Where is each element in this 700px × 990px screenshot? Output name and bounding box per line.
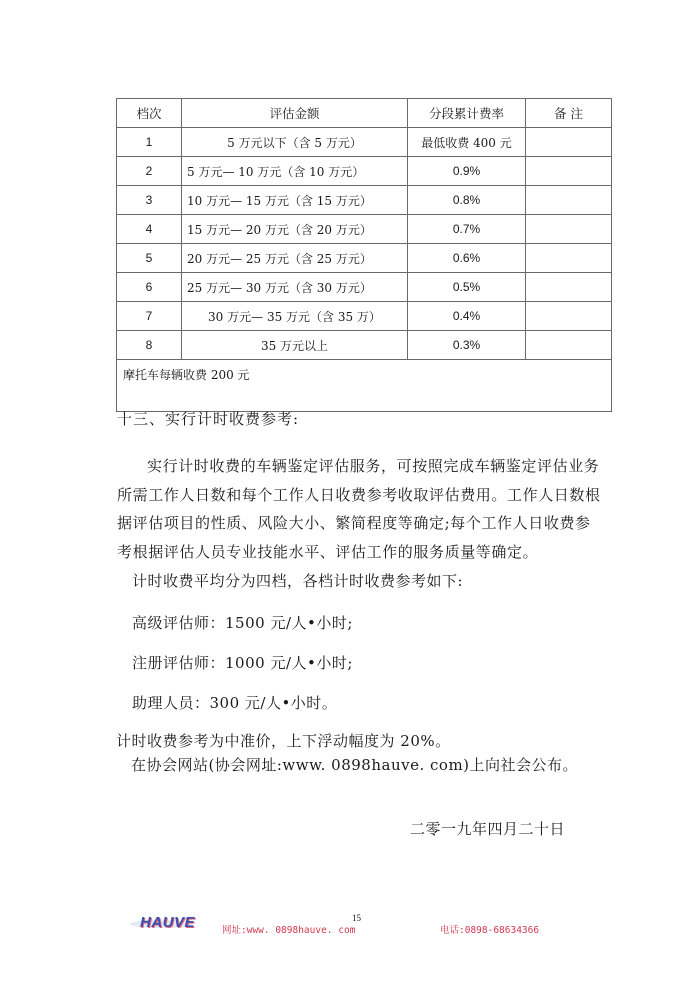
- fee-table: [116, 98, 612, 412]
- table-row: [117, 128, 612, 157]
- tier-registered-appraiser: 注册评估师：1000 元/人•小时;: [132, 654, 353, 672]
- section-paragraph: 实行计时收费的车辆鉴定评估服务，可按照完成车辆鉴定评估业务所需工作人日数和每个工作人日收费参考收取评估费用。工作人日数根据评估项目的性质、风险大小、繁简程度等确定;每个工作人日收费参考根据评估人员专业技能水平、评估工作的服务质量等确定。: [117, 457, 601, 561]
- amount-cell: 10 万元— 15 万元（含 15 万元）: [182, 186, 408, 215]
- tiers-intro: 计时收费平均分为四档，各档计时收费参考如下:: [132, 572, 464, 590]
- grade-cell: 8: [117, 331, 182, 360]
- tier-assistant: 助理人员：300 元/人•小时。: [132, 694, 338, 712]
- note-cell: [526, 331, 612, 360]
- grade-cell: 6: [117, 273, 182, 302]
- footer-website: 网址:www. 0898hauve. com: [222, 925, 356, 936]
- section-heading: 十三、实行计时收费参考:: [117, 410, 300, 428]
- grade-cell: 5: [117, 244, 182, 273]
- page-number: 15: [352, 913, 361, 923]
- rate-cell: 0.8%: [408, 186, 526, 215]
- grade-cell: 1: [117, 128, 182, 157]
- amount-cell: 30 万元— 35 万元（含 35 万）: [182, 302, 408, 331]
- header-grade: 档次: [117, 99, 182, 128]
- table-row: [117, 186, 612, 215]
- rate-cell: 最低收费 400 元: [408, 128, 526, 157]
- grade-cell: 3: [117, 186, 182, 215]
- amount-cell: 20 万元— 25 万元（含 25 万元）: [182, 244, 408, 273]
- rate-cell: 0.9%: [408, 157, 526, 186]
- amount-cell: 15 万元— 20 万元（含 20 万元）: [182, 215, 408, 244]
- amount-cell: 25 万元— 30 万元（含 30 万元）: [182, 273, 408, 302]
- float-note: 计时收费参考为中准价，上下浮动幅度为 20%。: [116, 732, 451, 750]
- grade-cell: 2: [117, 157, 182, 186]
- tier-senior-appraiser: 高级评估师：1500 元/人•小时;: [132, 614, 353, 632]
- note-cell: [526, 273, 612, 302]
- rate-cell: 0.6%: [408, 244, 526, 273]
- grade-cell: 7: [117, 302, 182, 331]
- rate-cell: 0.7%: [408, 215, 526, 244]
- note-cell: [526, 186, 612, 215]
- header-note: 备 注: [526, 99, 612, 128]
- header-amount: 评估金额: [182, 99, 408, 128]
- amount-cell: 5 万元以下（含 5 万元）: [182, 128, 408, 157]
- table-row: [117, 302, 612, 331]
- table-row: [117, 215, 612, 244]
- table-row: [117, 273, 612, 302]
- amount-cell: 35 万元以上: [182, 331, 408, 360]
- document-date: 二零一九年四月二十日: [410, 820, 566, 838]
- note-cell: [526, 157, 612, 186]
- hauve-logo: HAUVE: [140, 914, 196, 931]
- publish-note: 在协会网站(协会网址:www. 0898hauve. com)上向社会公布。: [131, 756, 579, 774]
- rate-cell: 0.4%: [408, 302, 526, 331]
- grade-cell: 4: [117, 215, 182, 244]
- footer-phone: 电话:0898-68634366: [440, 925, 540, 936]
- motorcycle-fee-note: 摩托车每辆收费 200 元: [117, 360, 612, 412]
- header-rate: 分段累计费率: [408, 99, 526, 128]
- amount-cell: 5 万元— 10 万元（含 10 万元）: [182, 157, 408, 186]
- table-header-row: [117, 99, 612, 128]
- note-cell: [526, 215, 612, 244]
- note-cell: [526, 302, 612, 331]
- note-cell: [526, 244, 612, 273]
- table-row: [117, 331, 612, 360]
- note-cell: [526, 128, 612, 157]
- rate-cell: 0.5%: [408, 273, 526, 302]
- table-footnote-row: [117, 360, 612, 412]
- table-row: [117, 244, 612, 273]
- table-row: [117, 157, 612, 186]
- rate-cell: 0.3%: [408, 331, 526, 360]
